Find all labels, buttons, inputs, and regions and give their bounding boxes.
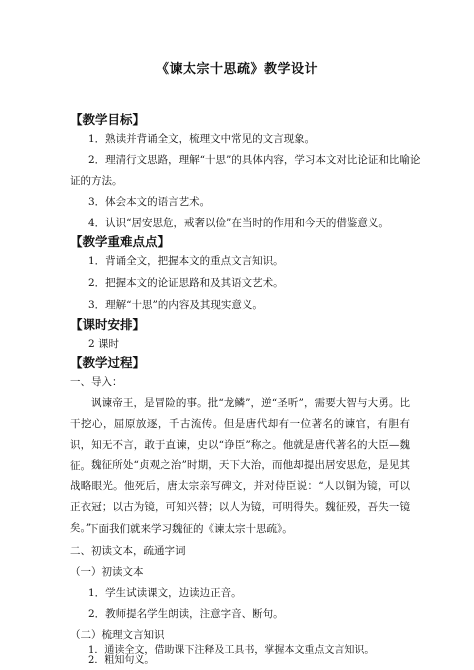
step-two-heading: 二、初读文本，疏通字词 xyxy=(70,545,186,557)
goal-item: 1．熟读并背诵全文，梳理文中常见的文言现象。 xyxy=(88,133,316,145)
intro-label: 一、导入： xyxy=(70,376,123,388)
section-heading-goals: 【教学目标】 xyxy=(70,112,146,127)
key-point-item: 1．背诵全文，把握本文的重点文言知识。 xyxy=(88,255,284,267)
sub-step-item: 2．教师提名学生朗读，注意字音、断句。 xyxy=(88,608,284,620)
schedule-value: 2 课时 xyxy=(88,338,120,350)
section-heading-process: 【教学过程】 xyxy=(70,355,146,370)
goal-item: 2．理清行文思路，理解“十思”的具体内容，学习本文对比论证和比喻论 xyxy=(88,154,421,166)
sub-step-one-heading: （一）初读文本 xyxy=(70,566,144,578)
sub-step-item: 2．粗知句义。 xyxy=(88,655,155,666)
transition-sentence: 下面我们就来学习魏征的《谏太宗十思疏》。 xyxy=(88,523,293,535)
sub-step-item: 1．学生试读课文，边读边正音。 xyxy=(88,587,242,599)
section-heading-schedule: 【课时安排】 xyxy=(70,317,146,332)
goal-item: 4．认识“居安思危，戒奢以俭”在当时的作用和今天的借鉴意义。 xyxy=(88,217,389,229)
sub-step-two-heading: （二）梳理文言知识 xyxy=(70,629,165,641)
document-title: 《谏太宗十思疏》教学设计 xyxy=(155,62,318,77)
intro-paragraph: 讽谏帝王，是冒险的事。批“龙鳞”，逆“圣听”，需要大智与大勇。比干挖心，屈原放逐，千古流传。但是唐代却有一位著名的谏官，有胆有识，知无不言，敢于直谏，史以“诤臣”称之。他就是唐代著名的大臣—魏征。 xyxy=(70,397,410,472)
key-point-item: 3．理解“十思”的内容及其现实意义。 xyxy=(88,299,263,311)
sub-step-item: 1．通读全文，借助课下注释及工具书，掌握本文重点文言知识。 xyxy=(88,645,375,656)
background-paragraph: 魏征所处“贞观之治”时期，天下大治，而他却提出居安思危，是见其战略眼光。他死后，唐太宗亲写碑文，并对侍臣说：“人以铜为镜，可以正衣冠；以古为镜，可知兴替；以人为镜，可明得失。魏征殁，吾失一镜矣。” xyxy=(70,459,410,534)
section-heading-key-points: 【教学重难点点】 xyxy=(70,234,171,249)
key-point-item: 2．把握本文的论证思路和及其语文艺术。 xyxy=(88,277,284,289)
goal-item: 3．体会本文的语言艺术。 xyxy=(88,196,211,208)
goal-item-continued: 证的方法。 xyxy=(70,175,123,187)
